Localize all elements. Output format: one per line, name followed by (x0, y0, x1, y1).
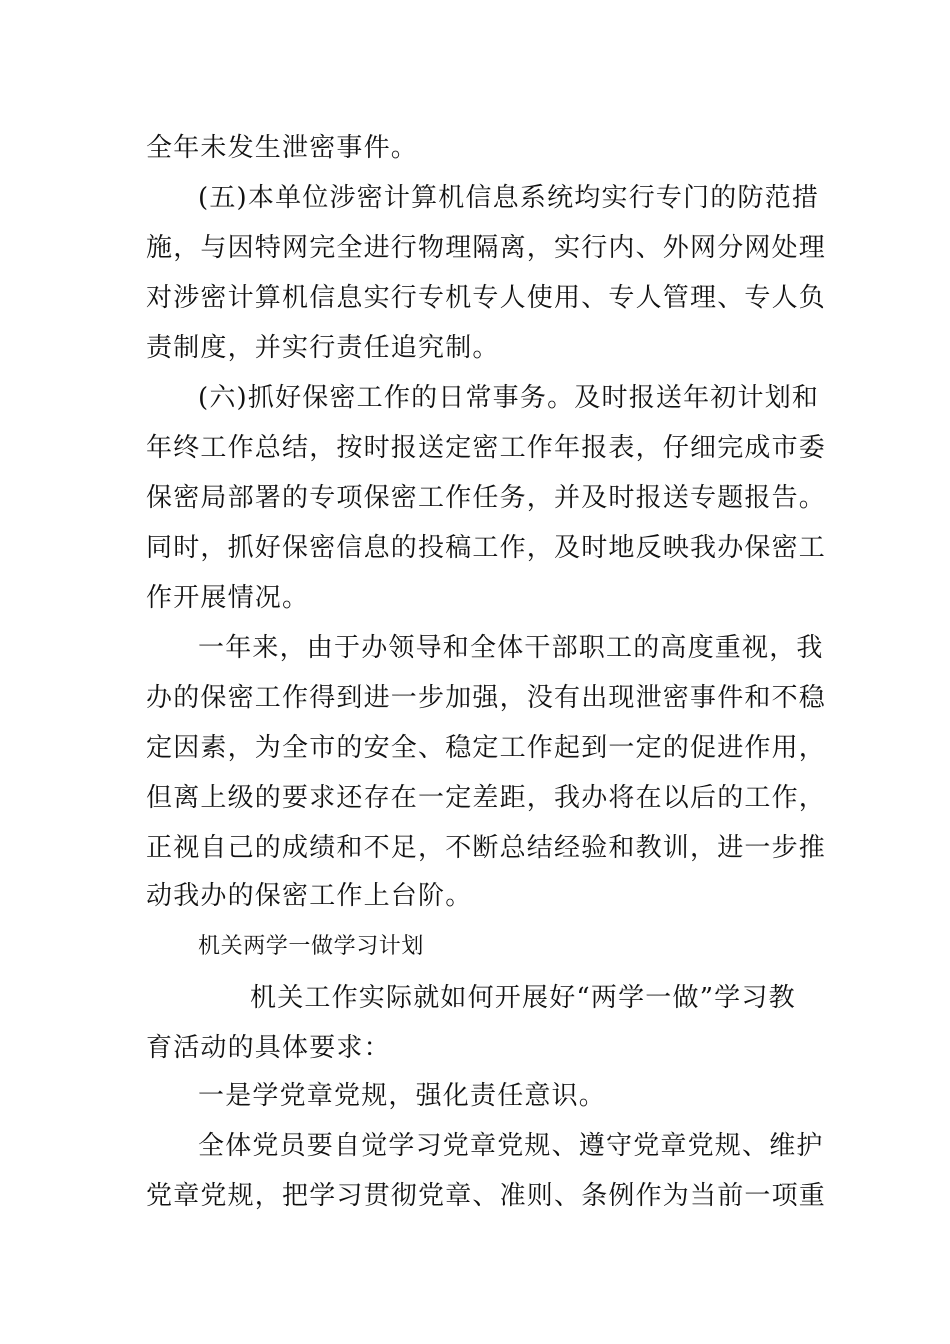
text-line-1: 全年未发生泄密事件。 (146, 133, 419, 163)
text-line-5: 责制度，并实行责任追究制。 (146, 333, 500, 363)
text-line-19: 育活动的具体要求： (146, 1033, 391, 1063)
section-title: 机关两学一做学习计划 (198, 934, 425, 959)
text-line-22: 党章党规，把学习贯彻党章、准则、条例作为当前一项重 (146, 1181, 827, 1211)
text-line-21: 全体党员要自觉学习党章党规、遵守党章党规、维护 (198, 1131, 824, 1161)
text-line-8: 保密局部署的专项保密工作任务，并及时报送专题报告。 (146, 483, 827, 513)
text-line-18: 机关工作实际就如何开展好“两学一做”学习教 (250, 983, 796, 1013)
text-line-12: 办的保密工作得到进一步加强，没有出现泄密事件和不稳 (146, 683, 827, 713)
text-line-20: 一是学党章党规，强化责任意识。 (198, 1081, 607, 1111)
text-line-6: (六)抓好保密工作的日常事务。及时报送年初计划和 (198, 383, 820, 413)
text-line-15: 正视自己的成绩和不足，不断总结经验和教训，进一步推 (146, 833, 827, 863)
text-line-13: 定因素，为全市的安全、稳定工作起到一定的促进作用， (146, 733, 827, 763)
text-line-14: 但离上级的要求还存在一定差距，我办将在以后的工作， (146, 783, 827, 813)
text-line-10: 作开展情况。 (146, 583, 310, 613)
text-line-7: 年终工作总结，按时报送定密工作年报表，仔细完成市委 (146, 433, 827, 463)
text-line-16: 动我办的保密工作上台阶。 (146, 881, 473, 911)
text-line-9: 同时，抓好保密信息的投稿工作，及时地反映我办保密工 (146, 533, 827, 563)
text-line-11: 一年来，由于办领导和全体干部职工的高度重视，我 (198, 633, 824, 663)
text-line-4: 对涉密计算机信息实行专机专人使用、专人管理、专人负 (146, 283, 827, 313)
text-line-3: 施，与因特网完全进行物理隔离，实行内、外网分网处理 (146, 233, 827, 263)
text-line-2: (五)本单位涉密计算机信息系统均实行专门的防范措 (198, 183, 820, 213)
